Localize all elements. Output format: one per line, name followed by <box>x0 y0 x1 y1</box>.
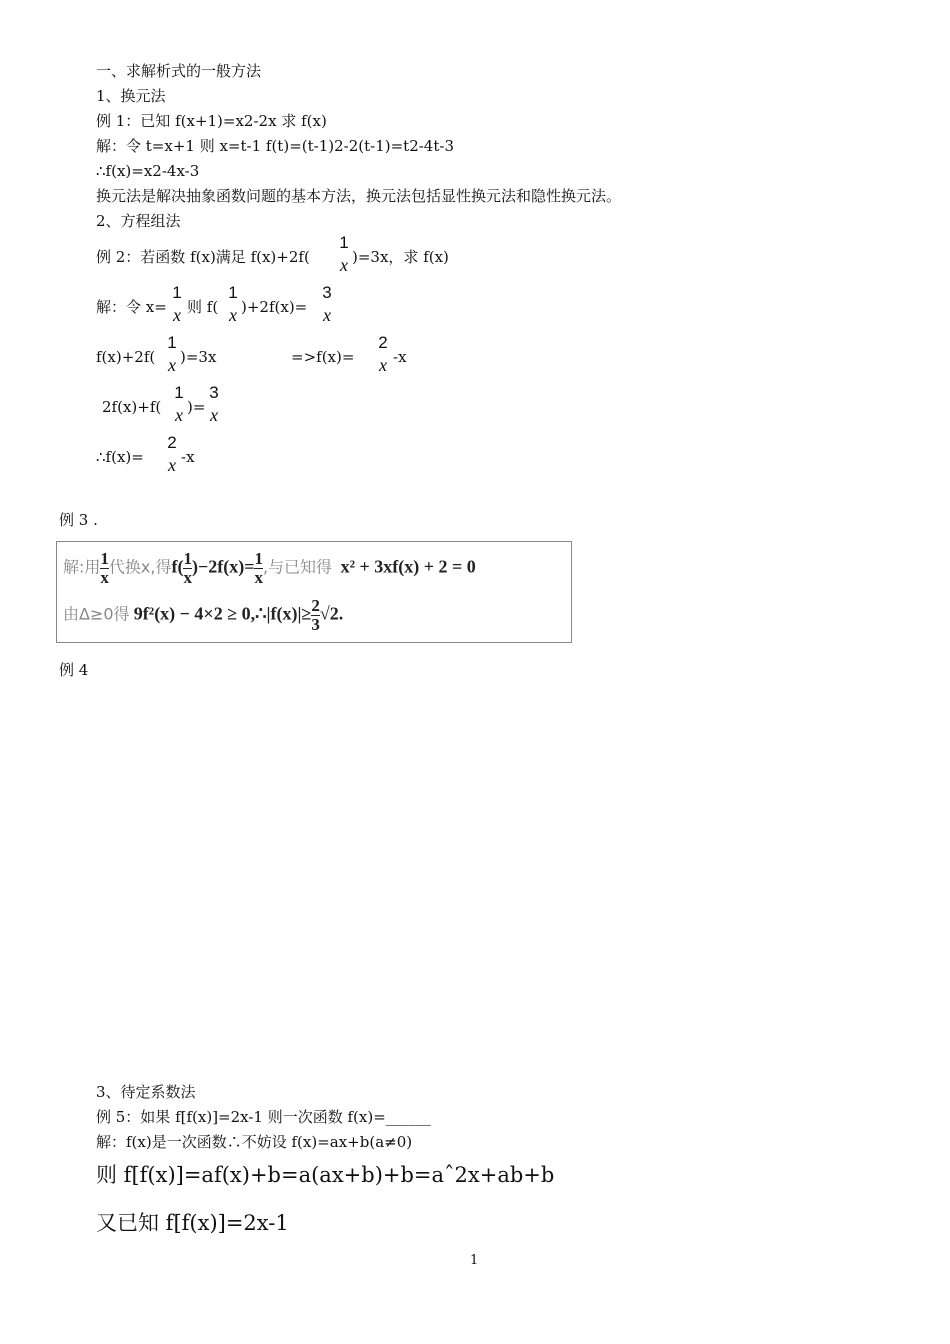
fraction-3-over-x <box>319 282 335 326</box>
example-3-label: 例 3 . <box>59 511 98 529</box>
equation-1-text-a: f(x)+2f( <box>96 348 156 366</box>
example-5-step-1: 则 f[f(x)]=af(x)+b=a(ax+b)+b=aˆ2x+ab+b <box>96 1163 555 1187</box>
fraction-numerator: 1 <box>100 549 109 568</box>
fraction-numerator: 2 <box>311 596 320 615</box>
fraction-denominator: x <box>323 305 331 325</box>
fraction-1-over-x <box>254 550 263 587</box>
solution-2-text-a: 解：令 x= <box>96 298 167 316</box>
fraction-1-over-x <box>164 332 180 376</box>
example-5-solution: 解：f(x)是一次函数∴不妨设 f(x)=ax+b(a≠0) <box>96 1133 413 1151</box>
section-title: 一、求解析式的一般方法 <box>96 62 262 80</box>
result-2-text-a: ∴f(x)= <box>96 448 144 466</box>
equation-1-text-b: )=3x <box>180 348 217 366</box>
fraction-2-over-x <box>164 432 180 476</box>
example-1-solution: 解：令 t=x+1 则 x=t-1 f(t)=(t-1)2-2(t-1)=t2-4t-3 <box>96 137 454 155</box>
solution-prefix: 解:用 <box>63 557 101 577</box>
fraction-denominator: 3 <box>311 615 320 634</box>
fraction-numerator: 2 <box>167 433 177 452</box>
equation-1-text-d: -x <box>393 348 407 366</box>
fraction-3-over-x <box>206 382 222 426</box>
fraction-denominator: x <box>168 455 176 475</box>
fraction-1-over-x <box>171 382 187 426</box>
fraction-denominator: x <box>379 355 387 375</box>
example-3-line-2 <box>63 597 343 634</box>
function-expression: f( <box>171 556 184 577</box>
equation-1-implies: =>f(x)= <box>291 348 355 366</box>
page-number: 1 <box>470 1253 479 1268</box>
function-expression: )−2f(x)= <box>191 556 255 577</box>
fraction-denominator: x <box>254 568 263 587</box>
fraction-denominator: x <box>229 305 237 325</box>
fraction-numerator: 1 <box>172 283 182 302</box>
fraction-denominator: x <box>210 405 218 425</box>
fraction-numerator: 3 <box>322 283 332 302</box>
fraction-1-over-x <box>336 232 352 276</box>
equation-2-text-a: 2f(x)+f( <box>102 398 162 416</box>
method-2-title: 2、方程组法 <box>96 212 181 230</box>
solution-2-text-c: )+2f(x)= <box>241 298 308 316</box>
fraction-denominator: x <box>173 305 181 325</box>
fraction-numerator: 1 <box>167 333 177 352</box>
fraction-1-over-x <box>169 282 185 326</box>
fraction-denominator: x <box>183 568 192 587</box>
delta-condition: 由Δ≥0得 <box>63 604 130 624</box>
fraction-numerator: 2 <box>378 333 388 352</box>
fraction-1-over-x <box>225 282 241 326</box>
example-1-result: ∴f(x)=x2-4x-3 <box>96 162 200 180</box>
fraction-numerator: 1 <box>228 283 238 302</box>
known-text: ,与已知得 <box>262 557 333 577</box>
example-3-line-1 <box>63 550 476 587</box>
fraction-1-over-x <box>183 550 192 587</box>
example-5: 例 5：如果 f[f(x)]=2x-1 则一次函数 f(x)=______ <box>96 1108 431 1126</box>
fraction-1-over-x <box>100 550 109 587</box>
fraction-numerator: 1 <box>174 383 184 402</box>
example-1: 例 1：已知 f(x+1)=x2-2x 求 f(x) <box>96 112 327 130</box>
fraction-denominator: x <box>340 255 348 275</box>
method-1-title: 1、换元法 <box>96 87 166 105</box>
equation-2-text-b: )= <box>187 398 206 416</box>
example-3-solution-image <box>56 541 572 643</box>
fraction-numerator: 3 <box>209 383 219 402</box>
fraction-denominator: x <box>100 568 109 587</box>
fraction-2-over-3 <box>311 597 320 634</box>
inequality: 9f²(x) − 4×2 ≥ 0,∴|f(x)|≥ <box>133 603 312 624</box>
method-3-title: 3、待定系数法 <box>96 1083 196 1101</box>
example-5-step-2: 又已知 f[f(x)]=2x-1 <box>96 1211 289 1235</box>
fraction-denominator: x <box>168 355 176 375</box>
fraction-numerator: 1 <box>183 549 192 568</box>
solution-2-text-b: 则 f( <box>187 298 219 316</box>
example-4-label: 例 4 <box>59 661 89 679</box>
quadratic-equation: x² + 3xf(x) + 2 = 0 <box>340 556 476 577</box>
substitution-note: 换元法是解决抽象函数问题的基本方法，换元法包括显性换元法和隐性换元法。 <box>96 187 622 205</box>
example-2-text-b: )=3x，求 f(x) <box>352 248 449 266</box>
example-2-text-a: 例 2：若函数 f(x)满足 f(x)+2f( <box>96 248 310 266</box>
fraction-denominator: x <box>175 405 183 425</box>
replace-text: 代换x,得 <box>108 557 172 577</box>
root-term: √2. <box>319 603 344 624</box>
result-2-text-b: -x <box>181 448 195 466</box>
fraction-2-over-x <box>375 332 391 376</box>
fraction-numerator: 1 <box>254 549 263 568</box>
fraction-numerator: 1 <box>339 233 349 252</box>
